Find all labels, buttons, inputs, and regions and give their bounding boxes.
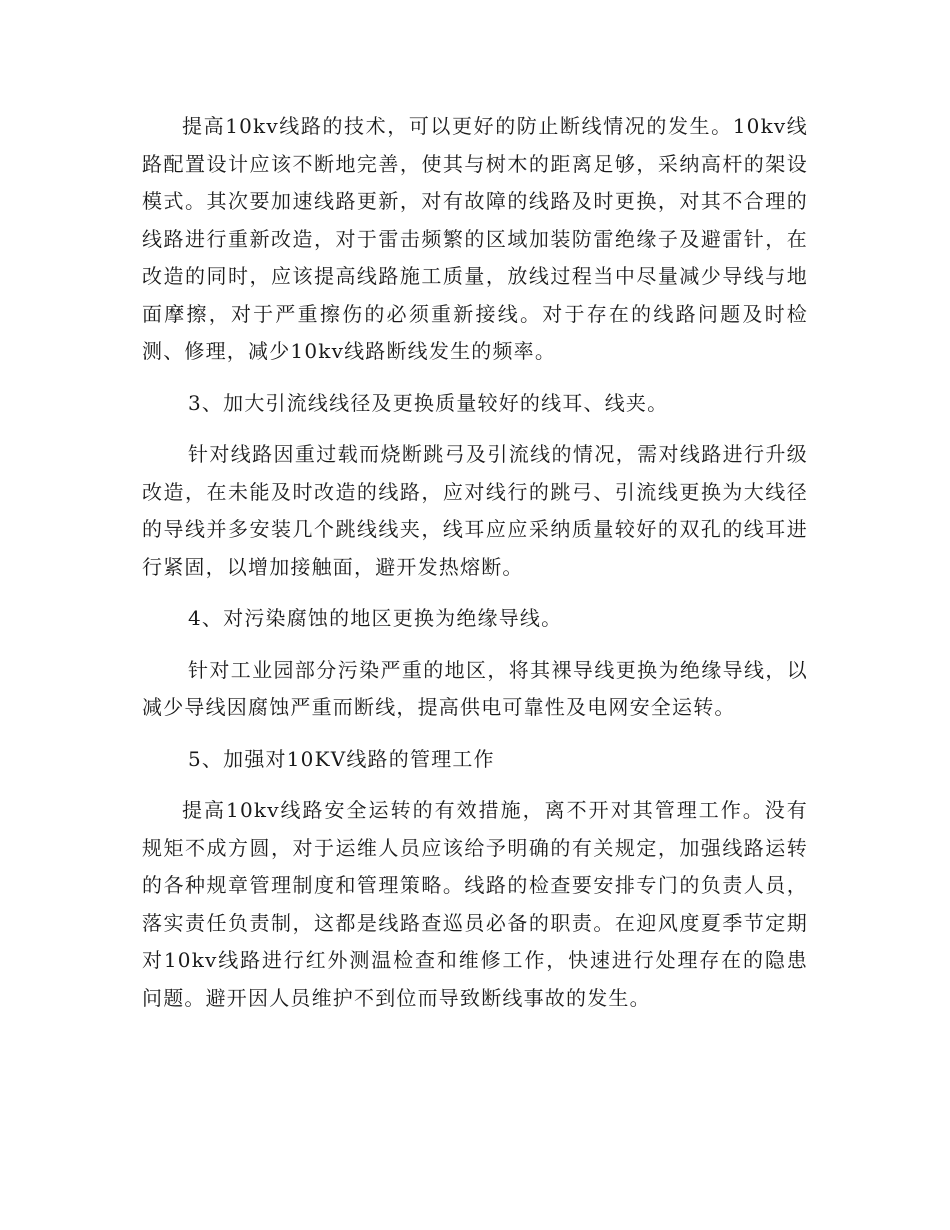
paragraph-lead-wire: 针对线路因重过载而烧断跳弓及引流线的情况，需对线路进行升级改造，在未能及时改造的线路，应对线行的跳弓、引流线更换为大线径的导线并多安装几个跳线线夹，线耳应应采纳质量较好的双孔的线耳进行紧固，以增加接触面，避开发热熔断。 [142,442,808,579]
paragraph-management: 提高10kv线路安全运转的有效措施，离不开对其管理工作。没有规矩不成方圆，对于运维人员应该给予明确的有关规定，加强线路运转的各种规章管理制度和管理策略。线路的检查要安排专门的负责人员，落实责任负责制，这都是线路查巡员必备的职责。在迎风度夏季节定期对10kv线路进行红外测温检查和维修工作，快速进行处理存在的隐患问题。避开因人员维护不到位而导致断线事故的发生。 [142,798,808,1010]
heading-item-3: 3、加大引流线线径及更换质量较好的线耳、线夹。 [188,390,669,415]
document-page [142,108,808,1017]
paragraph-line-technology: 提高10kv线路的技术，可以更好的防止断线情况的发生。10kv线路配置设计应该不断地完善，使其与树木的距离足够，采纳高杆的架设模式。其次要加速线路更新，对有故障的线路及时更换，对其不合理的线路进行重新改造，对于雷击频繁的区域加装防雷绝缘子及避雷针，在改造的同时，应该提高线路施工质量，放线过程当中尽量减少导线与地面摩擦，对于严重擦伤的必须重新接线。对于存在的线路问题及时检测、修理，减少10kv线路断线发生的频率。 [142,114,808,363]
heading-item-4: 4、对污染腐蚀的地区更换为绝缘导线。 [188,606,563,630]
heading-item-5: 5、加强对10KV线路的管理工作 [188,746,495,771]
paragraph-insulated-wire: 针对工业园部分污染严重的地区，将其裸导线更换为绝缘导线，以减少导线因腐蚀严重而断线，提高供电可靠性及电网安全运转。 [142,657,808,719]
